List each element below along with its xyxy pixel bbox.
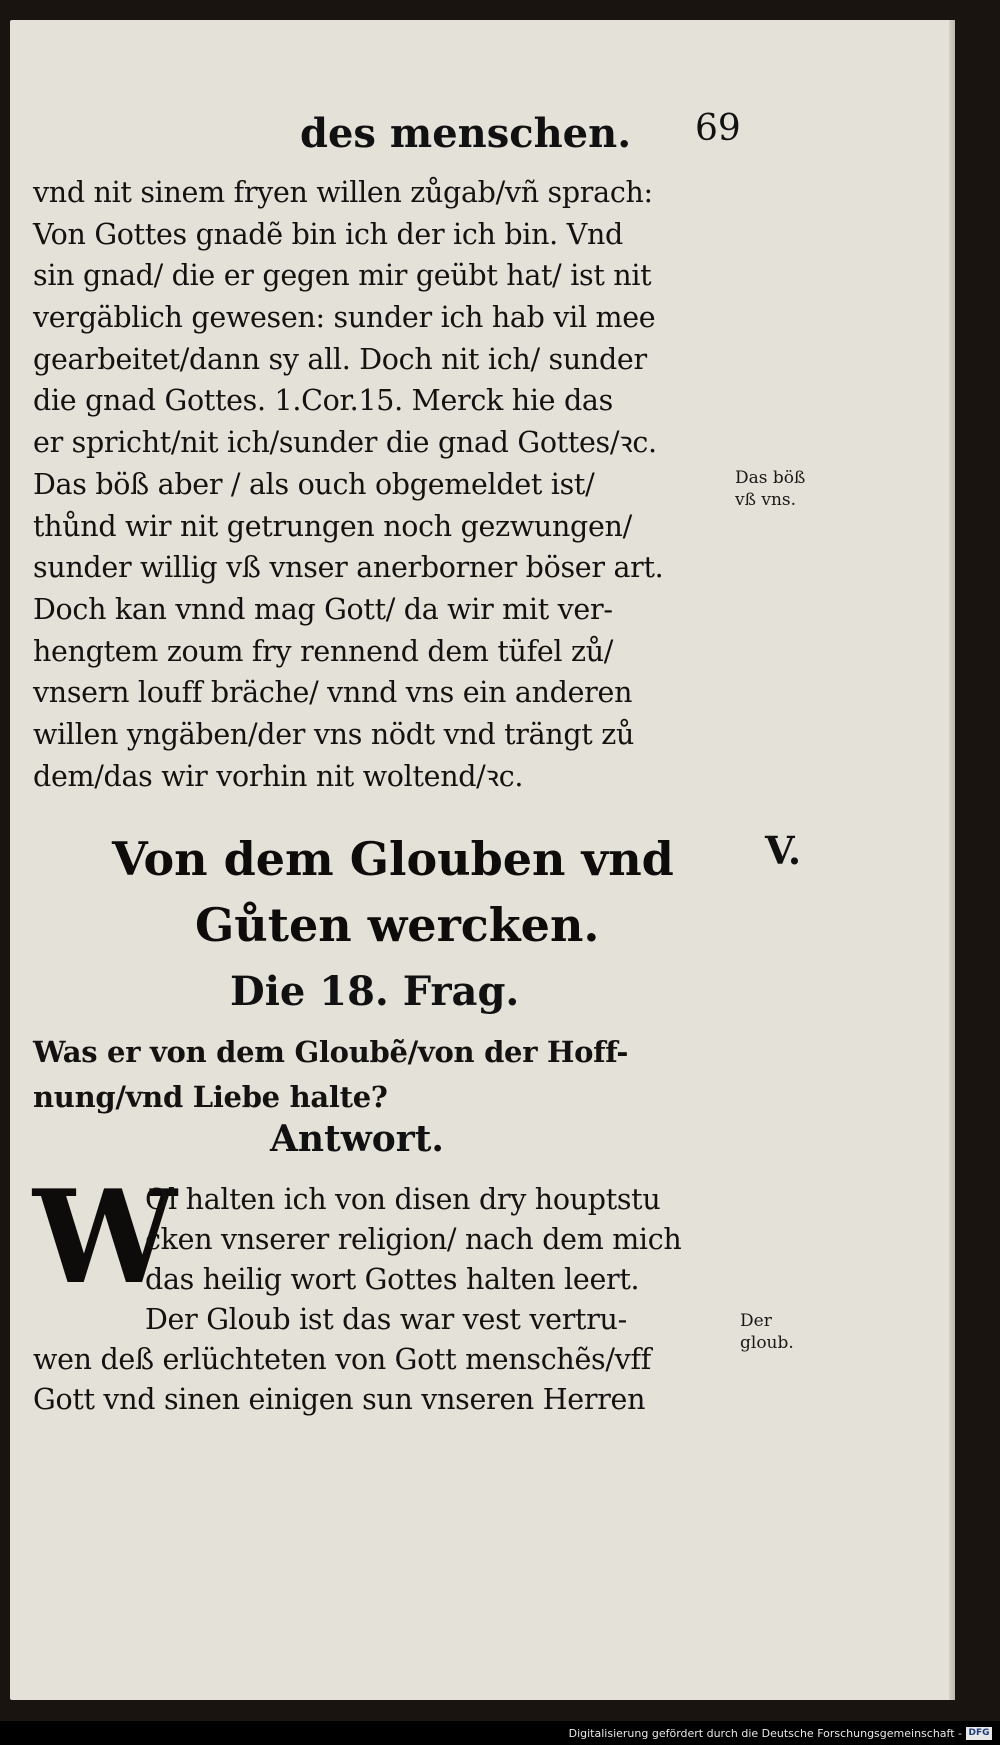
answer-continuation (33, 1340, 743, 1420)
text-line: vnd nit sinem fryen willen zůgab/vñ sprach: (33, 176, 653, 209)
text-line: Das böß aber / als ouch obgemeldet ist/ (33, 467, 595, 501)
page-edge (949, 20, 955, 1700)
text-line: vnsern louff bräche/ vnnd vns ein anderen (33, 676, 633, 710)
text-line: Von Gottes gnadẽ bin ich der ich bin. Vnd (33, 217, 623, 251)
paragraph-1 (33, 172, 733, 797)
text-line: die gnad Gottes. 1.Cor.15. Merck hie das (33, 384, 613, 418)
text-line: Der Gloub ist das war vest vertru- (145, 1303, 627, 1336)
marginal-note-1 (735, 467, 805, 511)
text-line: vergäblich gewesen: sunder ich hab vil mee (33, 301, 656, 335)
question-line: nung/vnd Liebe halte? (33, 1080, 388, 1114)
text-line: willen yngäben/der vns nödt vnd trängt zů (33, 717, 634, 751)
section-number: V. (765, 828, 802, 873)
question-text (33, 1030, 733, 1120)
marginal-line: gloub. (740, 1333, 794, 1353)
text-line: thůnd wir nit getrungen noch gezwungen/ (33, 509, 632, 543)
text-line: Ol halten ich von disen dry houptstu (145, 1183, 661, 1216)
text-line: dem/das wir vorhin nit woltend/ꝛc. (33, 759, 524, 793)
marginal-line: Der (740, 1311, 772, 1331)
dfg-logo: DFG (966, 1727, 992, 1740)
text-line: Doch kan vnnd mag Gott/ da wir mit ver- (33, 592, 613, 626)
text-line: Gott vnd sinen einigen sun vnseren Herren (33, 1383, 646, 1416)
text-line: wen deß erlüchteten von Gott menschẽs/vff (33, 1343, 651, 1376)
text-line: sin gnad/ die er gegen mir geübt hat/ ist nit (33, 259, 652, 293)
answer-indented-lines (145, 1180, 745, 1340)
text-line: er spricht/nit ich/sunder die gnad Gottes/ꝛc. (33, 426, 657, 460)
text-line: hengtem zoum fry rennend dem tüfel zů/ (33, 634, 614, 668)
funding-notice: Digitalisierung gefördert durch die Deutsche Forschungsgemeinschaft - (568, 1727, 962, 1740)
decorated-initial: W (33, 1163, 177, 1313)
page-number: 69 (695, 108, 741, 149)
text-line: gearbeitet/dann sy all. Doch nit ich/ sunder (33, 342, 647, 376)
marginal-note-2 (740, 1310, 794, 1354)
question-line: Was er von dem Gloubẽ/von der Hoff- (33, 1035, 629, 1069)
text-line: cken vnserer religion/ nach dem mich (145, 1223, 682, 1256)
section-heading-line-1: Von dem Glouben vnd (112, 832, 674, 886)
running-head: des menschen. (300, 110, 632, 157)
footer-bar (0, 1721, 1000, 1745)
text-line: sunder willig vß vnser anerborner böser art. (33, 551, 664, 585)
text-line: das heilig wort Gottes halten leert. (145, 1263, 640, 1296)
answer-heading: Antwort. (270, 1118, 444, 1160)
question-number: Die 18. Frag. (230, 968, 520, 1015)
marginal-line: vß vns. (735, 490, 797, 510)
section-heading-line-2: Gůten wercken. (195, 898, 600, 952)
marginal-line: Das böß (735, 468, 806, 488)
